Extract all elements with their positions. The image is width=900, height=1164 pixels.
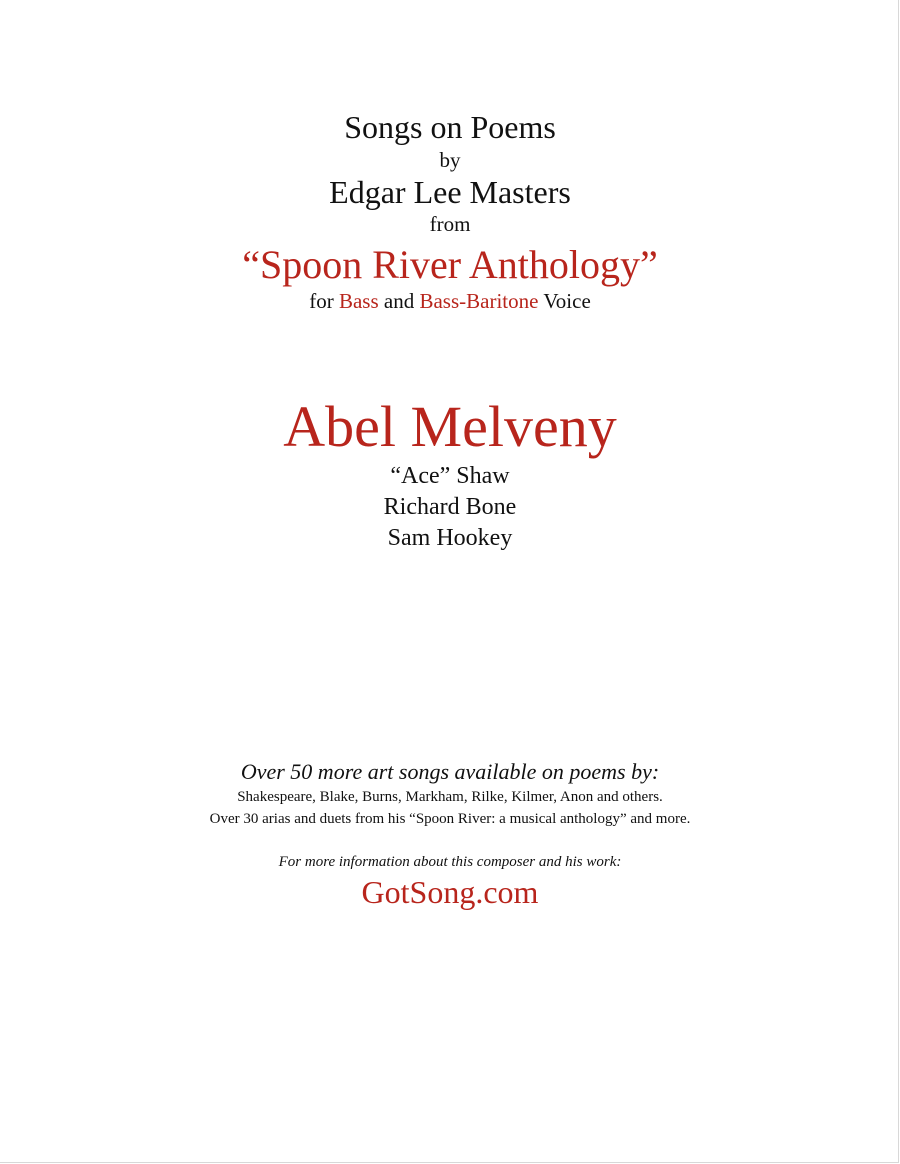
song-list-item: Sam Hookey xyxy=(387,525,513,551)
website-link[interactable]: GotSong.com xyxy=(361,874,539,910)
collection-title: Songs on Poems xyxy=(344,109,556,145)
song-list-item: Richard Bone xyxy=(383,494,517,520)
poet-name: Edgar Lee Masters xyxy=(329,174,571,210)
voice-bass-baritone: Bass-Baritone xyxy=(419,289,539,313)
song-list-item: “Ace” Shaw xyxy=(390,463,510,489)
voice-suffix: Voice xyxy=(538,289,591,313)
by-label: by xyxy=(439,148,461,172)
more-songs-heading: Over 50 more art songs available on poems by: xyxy=(240,759,660,784)
voice-prefix: for xyxy=(309,289,339,313)
voice-and: and xyxy=(378,289,420,313)
arias-note: Over 30 arias and duets from his “Spoon River: a musical anthology” and more. xyxy=(209,811,691,827)
anthology-title: “Spoon River Anthology” xyxy=(242,242,658,287)
poets-list: Shakespeare, Blake, Burns, Markham, Rilke, Kilmer, Anon and others. xyxy=(237,789,663,805)
from-label: from xyxy=(429,212,471,236)
voice-bass: Bass xyxy=(338,289,379,313)
info-note: For more information about this composer and his work: xyxy=(278,854,622,870)
featured-song-title: Abel Melveny xyxy=(283,394,617,459)
voice-type-line xyxy=(0,291,900,312)
